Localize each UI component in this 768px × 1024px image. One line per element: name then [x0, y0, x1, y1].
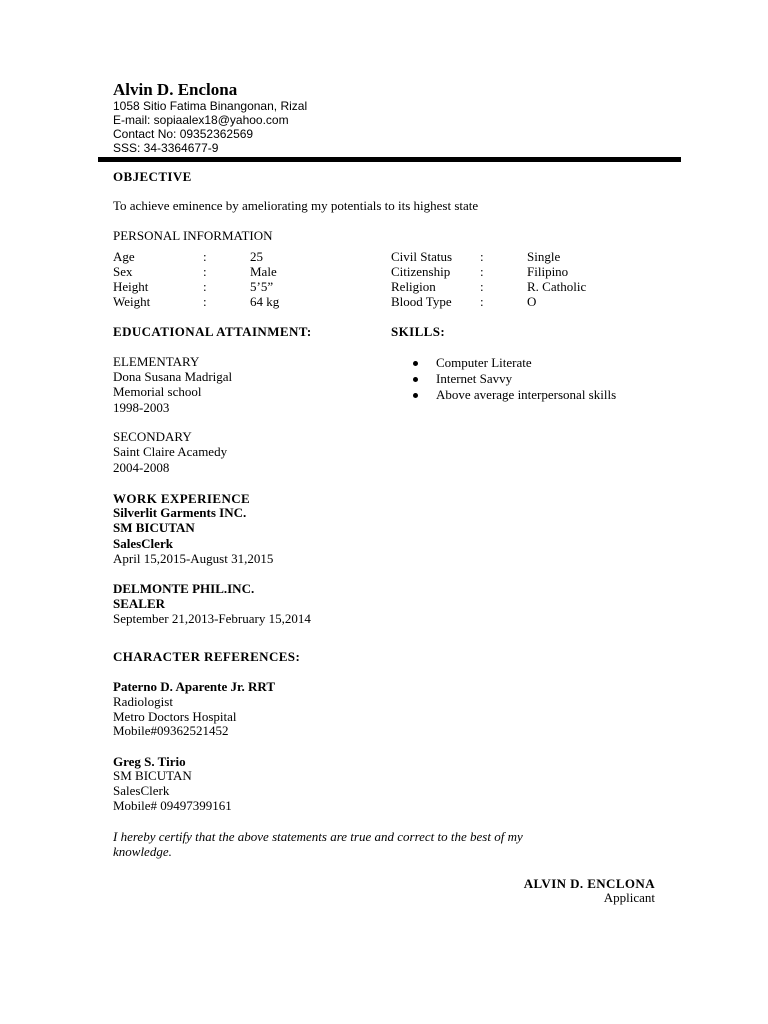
signature-name: ALVIN D. ENCLONA	[523, 876, 655, 891]
personal-label-blood-type: Blood Type	[391, 294, 452, 309]
certification-line1: I hereby certify that the above statements are true and correct to the best of my	[113, 829, 523, 844]
objective-heading: OBJECTIVE	[113, 169, 192, 184]
job1-location: SM BICUTAN	[113, 520, 195, 535]
job2-dates: September 21,2013-February 15,2014	[113, 611, 311, 626]
personal-label-height: Height	[113, 279, 149, 294]
skill-item: Above average interpersonal skills	[436, 387, 617, 402]
personal-separator: :	[480, 279, 484, 294]
header-divider	[98, 157, 681, 162]
address: 1058 Sitio Fatima Binangonan, Rizal	[113, 99, 308, 113]
personal-label-religion: Religion	[391, 279, 436, 294]
ref2-title: SalesClerk	[113, 783, 170, 798]
bullet-icon	[413, 361, 418, 366]
secondary-label: SECONDARY	[113, 429, 192, 444]
job2-company: DELMONTE PHIL.INC.	[113, 581, 255, 596]
personal-separator: :	[480, 249, 484, 264]
skill-item: Computer Literate	[436, 355, 532, 370]
ref1-name: Paterno D. Aparente Jr. RRT	[113, 679, 276, 694]
elementary-school-line1: Dona Susana Madrigal	[113, 369, 233, 384]
personal-separator: :	[203, 294, 207, 309]
elementary-years: 1998-2003	[113, 400, 170, 415]
contact-number: Contact No: 09352362569	[113, 127, 254, 141]
personal-label-citizenship: Citizenship	[391, 264, 451, 279]
ref1-mobile: Mobile#09362521452	[113, 723, 229, 738]
personal-value-blood-type: O	[527, 294, 537, 309]
personal-info-heading: PERSONAL INFORMATION	[113, 228, 273, 243]
skills-heading: SKILLS:	[391, 324, 446, 339]
personal-separator: :	[203, 279, 207, 294]
job1-position: SalesClerk	[113, 536, 173, 551]
job1-company: Silverlit Garments INC.	[113, 505, 247, 520]
skill-item: Internet Savvy	[436, 371, 513, 386]
personal-label-sex: Sex	[113, 264, 133, 279]
personal-value-sex: Male	[250, 264, 277, 279]
sss-number: SSS: 34-3364677-9	[113, 141, 219, 155]
ref2-name: Greg S. Tirio	[113, 754, 186, 769]
personal-value-weight: 64 kg	[250, 294, 280, 309]
personal-value-civil-status: Single	[527, 249, 561, 264]
ref2-mobile: Mobile# 09497399161	[113, 798, 232, 813]
job1-dates: April 15,2015-August 31,2015	[113, 551, 274, 566]
signature-role: Applicant	[603, 890, 655, 905]
education-heading: EDUCATIONAL ATTAINMENT:	[113, 324, 312, 339]
ref2-organization: SM BICUTAN	[113, 768, 192, 783]
personal-separator: :	[480, 294, 484, 309]
personal-separator: :	[203, 249, 207, 264]
personal-value-height: 5’5”	[250, 279, 274, 294]
elementary-school-line2: Memorial school	[113, 384, 202, 399]
ref1-organization: Metro Doctors Hospital	[113, 709, 237, 724]
personal-label-age: Age	[113, 249, 135, 264]
email: E-mail: sopiaalex18@yahoo.com	[113, 113, 289, 127]
personal-separator: :	[203, 264, 207, 279]
secondary-school: Saint Claire Acamedy	[113, 444, 228, 459]
job2-position: SEALER	[113, 596, 166, 611]
bullet-icon	[413, 377, 418, 382]
objective-text: To achieve eminence by ameliorating my potentials to its highest state	[113, 198, 479, 213]
personal-label-weight: Weight	[113, 294, 151, 309]
bullet-icon	[413, 393, 418, 398]
ref1-title: Radiologist	[113, 694, 173, 709]
personal-value-religion: R. Catholic	[527, 279, 587, 294]
references-heading: CHARACTER REFERENCES:	[113, 649, 301, 664]
secondary-years: 2004-2008	[113, 460, 170, 475]
elementary-label: ELEMENTARY	[113, 354, 200, 369]
applicant-name: Alvin D. Enclona	[113, 80, 238, 99]
certification-line2: knowledge.	[113, 844, 172, 859]
personal-label-civil-status: Civil Status	[391, 249, 453, 264]
personal-value-citizenship: Filipino	[527, 264, 569, 279]
work-heading: WORK EXPERIENCE	[113, 491, 251, 506]
personal-value-age: 25	[250, 249, 263, 264]
personal-separator: :	[480, 264, 484, 279]
